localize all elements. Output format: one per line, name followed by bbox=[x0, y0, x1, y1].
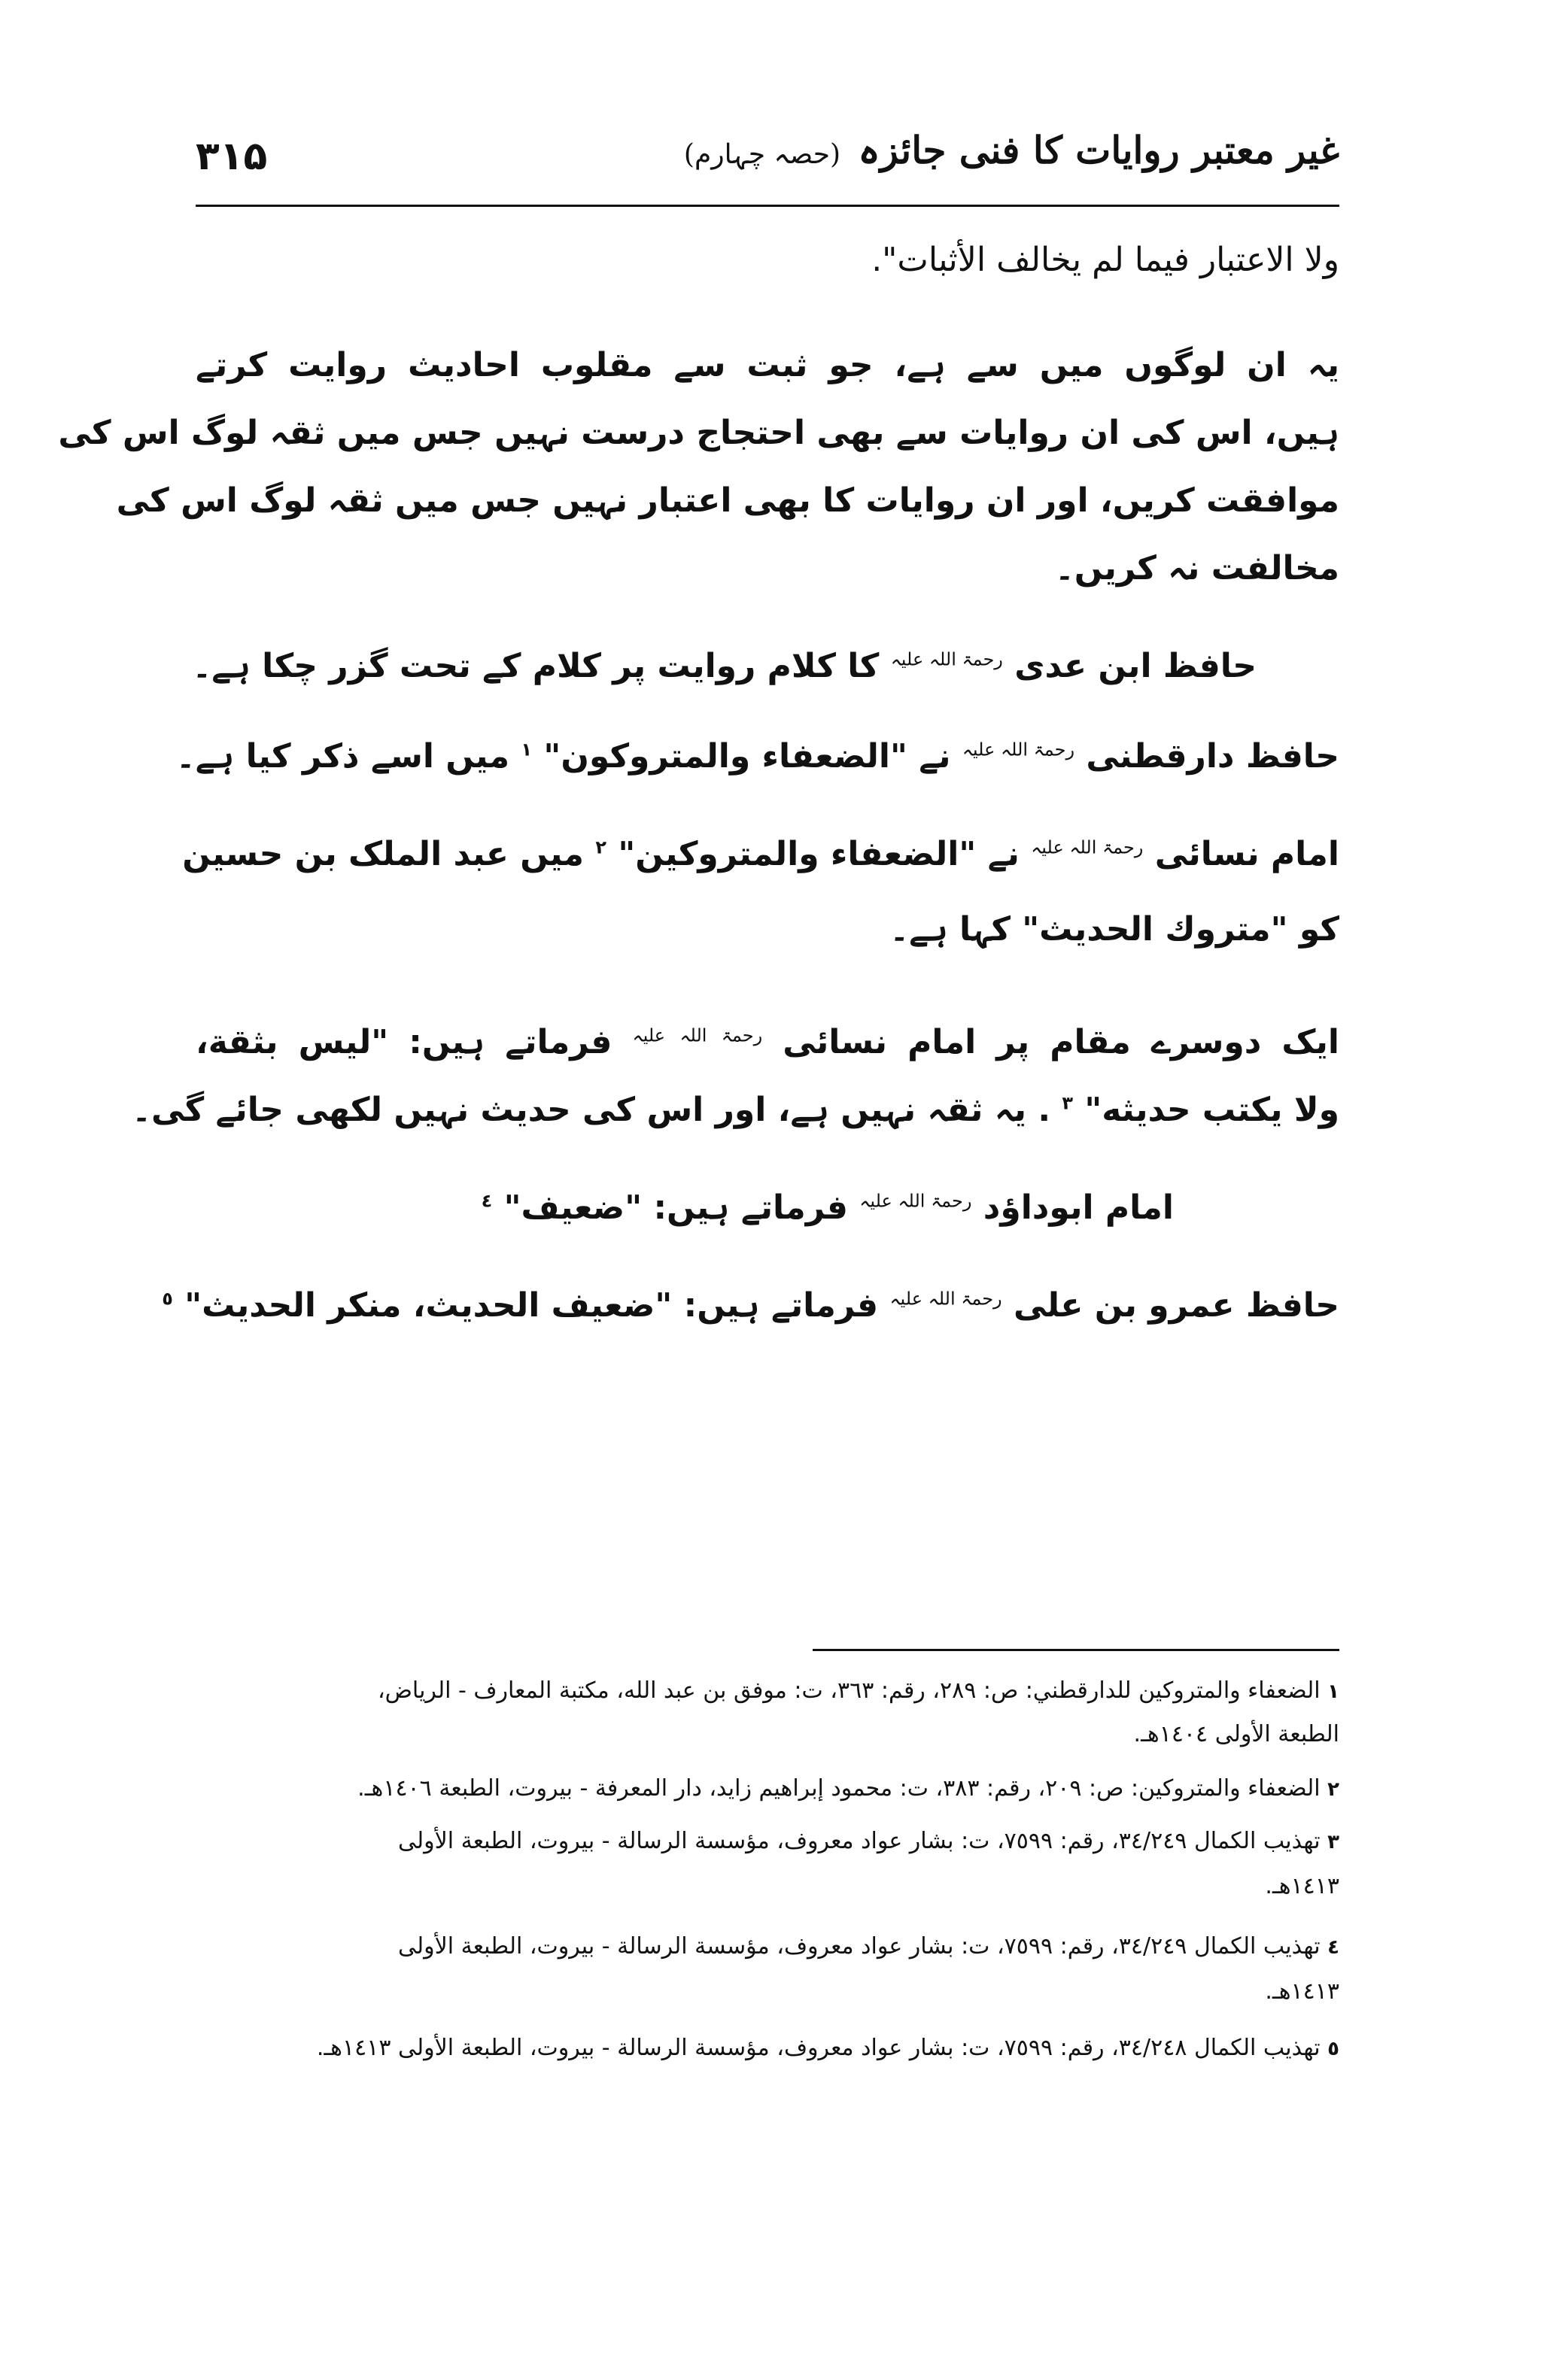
footnote-3 bbox=[398, 1828, 1339, 1854]
footnote-1-cont: الطبعة الأولى ١٤٠٤هـ. bbox=[1133, 1721, 1339, 1747]
footnote-mark: ٥ bbox=[1327, 2038, 1339, 2060]
honorific-mark: رحمۃ اللہ علیہ bbox=[890, 648, 1003, 670]
text-line-7-end: میں اسے ذکر کیا ہے۔ bbox=[175, 737, 510, 776]
text-line-4: موافقت کریں، اور ان روایات کا بھی اعتبار نہیں جس میں ثقہ لوگ اس کی bbox=[116, 481, 1339, 520]
footnote-2 bbox=[357, 1775, 1339, 1802]
running-title bbox=[684, 128, 1339, 172]
header-rule bbox=[196, 205, 1339, 207]
footnote-text: تهذيب الكمال ٣٤/٢٤٩، رقم: ٧٥٩٩، ت: بشار عواد معروف، مؤسسة الرسالة - بيروت، الطبعة الأولى bbox=[398, 1933, 1321, 1960]
text-line-6-end: کا کلام روایت پر کلام کے تحت گزر چکا ہے۔ bbox=[192, 647, 880, 685]
footnote-text: الضعفاء والمتروكين: ص: ٢٠٩، رقم: ٣٨٣، ت: محمود إبراهيم زايد، دار المعرفة - بيروت، الطبعة ١٤٠٦هـ. bbox=[357, 1775, 1321, 1802]
footnote-4 bbox=[398, 1933, 1339, 1960]
text-line-8 bbox=[182, 835, 1339, 873]
footnote-1 bbox=[378, 1677, 1339, 1704]
text-line-13-start: حافظ عمرو بن علی bbox=[1013, 1286, 1339, 1325]
text-line-8-start: امام نسائی bbox=[1154, 835, 1339, 873]
text-line-11-end: . یہ ثقہ نہیں ہے، اور اس کی حدیث نہیں لکھی جائے گی۔ bbox=[132, 1091, 1051, 1129]
footnote-ref-4: ٤ bbox=[481, 1190, 493, 1212]
honorific-mark: رحمۃ اللہ علیہ bbox=[962, 739, 1075, 760]
text-line-6-start: حافظ ابن عدی bbox=[1014, 647, 1257, 685]
footnote-mark: ٤ bbox=[1327, 1936, 1339, 1959]
page-number: ۳۱۵ bbox=[196, 134, 268, 179]
text-line-10 bbox=[196, 1023, 1339, 1061]
part-label: (حصہ چہارم) bbox=[683, 139, 840, 170]
text-line-12-end: فرماتے ہیں: "ضعيف" bbox=[503, 1188, 848, 1227]
footnote-mark: ٢ bbox=[1327, 1778, 1339, 1801]
footnote-text: تهذيب الكمال ٣٤/٢٤٨، رقم: ٧٥٩٩، ت: بشار عواد معروف، مؤسسة الرسالة - بيروت، الطبعة الأولى ١٤١٣هـ. bbox=[316, 2035, 1321, 2061]
text-line-13 bbox=[162, 1286, 1339, 1325]
footnote-ref-1: ١ bbox=[521, 739, 533, 760]
footnote-text: تهذيب الكمال ٣٤/٢٤٩، رقم: ٧٥٩٩، ت: بشار عواد معروف، مؤسسة الرسالة - بيروت، الطبعة الأولى bbox=[398, 1828, 1321, 1854]
footnote-text: الضعفاء والمتروكين للدارقطني: ص: ٢٨٩، رقم: ٣٦٣، ت: موفق بن عبد الله، مكتبة المعارف - الرياض، bbox=[377, 1677, 1321, 1704]
text-line-8-title: نے "الضعفاء والمتروكين" bbox=[618, 835, 1020, 873]
footnote-mark: ١ bbox=[1327, 1680, 1339, 1703]
text-line-5: مخالفت نہ کریں۔ bbox=[1054, 549, 1339, 587]
honorific-mark: رحمۃ اللہ علیہ bbox=[889, 1288, 1002, 1310]
text-line-1: ولا الاعتبار فيما لم يخالف الأثبات". bbox=[871, 241, 1339, 279]
footnote-mark: ٣ bbox=[1327, 1831, 1339, 1853]
text-line-13-end: فرماتے ہیں: "ضعيف الحديث، منكر الحديث" bbox=[184, 1286, 879, 1325]
honorific-mark: رحمۃ اللہ علیہ bbox=[859, 1190, 972, 1212]
text-line-7 bbox=[176, 737, 1339, 776]
honorific-mark: رحمۃ اللہ علیہ bbox=[1031, 836, 1144, 858]
footnote-ref-3: ٣ bbox=[1062, 1092, 1074, 1114]
text-line-12 bbox=[482, 1188, 1174, 1227]
text-line-9: کو "متروك الحديث" کہا ہے۔ bbox=[889, 910, 1339, 949]
footnote-5 bbox=[317, 2035, 1339, 2061]
page-header bbox=[196, 128, 1339, 203]
footnote-ref-5: ٥ bbox=[162, 1288, 173, 1310]
text-line-12-start: امام ابوداؤد bbox=[983, 1188, 1174, 1227]
footnote-4-cont: ١٤١٣هـ. bbox=[1265, 1978, 1339, 2005]
honorific-mark: رحمۃ اللہ علیہ bbox=[632, 1025, 763, 1046]
text-line-3: ہیں، اس کی ان روایات سے بھی احتجاج درست نہیں جس میں ثقہ لوگ اس کی bbox=[58, 414, 1339, 452]
text-line-8-end: میں عبد الملک بن حسین bbox=[182, 835, 585, 873]
text-line-2: یہ ان لوگوں میں سے ہے، جو ثبت سے مقلوب احادیث روایت کرتے bbox=[196, 346, 1339, 384]
footnote-rule bbox=[813, 1649, 1339, 1651]
text-line-7-start: حافظ دارقطنی bbox=[1086, 737, 1339, 776]
footnote-ref-2: ٢ bbox=[595, 836, 607, 858]
text-line-7-title: نے "الضعفاء والمتروكون" bbox=[543, 737, 951, 776]
text-line-11 bbox=[132, 1091, 1339, 1129]
text-line-10-end: فرماتے ہیں: "ليس بثقة، bbox=[196, 1023, 612, 1061]
book-title: غیر معتبر روایات کا فنی جائزہ bbox=[858, 128, 1339, 172]
text-line-11-start: ولا يكتب حديثه" bbox=[1084, 1091, 1339, 1129]
footnote-3-cont: ١٤١٣هـ. bbox=[1265, 1873, 1339, 1899]
text-line-10-start: ایک دوسرے مقام پر امام نسائی bbox=[783, 1023, 1339, 1061]
text-line-6 bbox=[193, 647, 1257, 685]
